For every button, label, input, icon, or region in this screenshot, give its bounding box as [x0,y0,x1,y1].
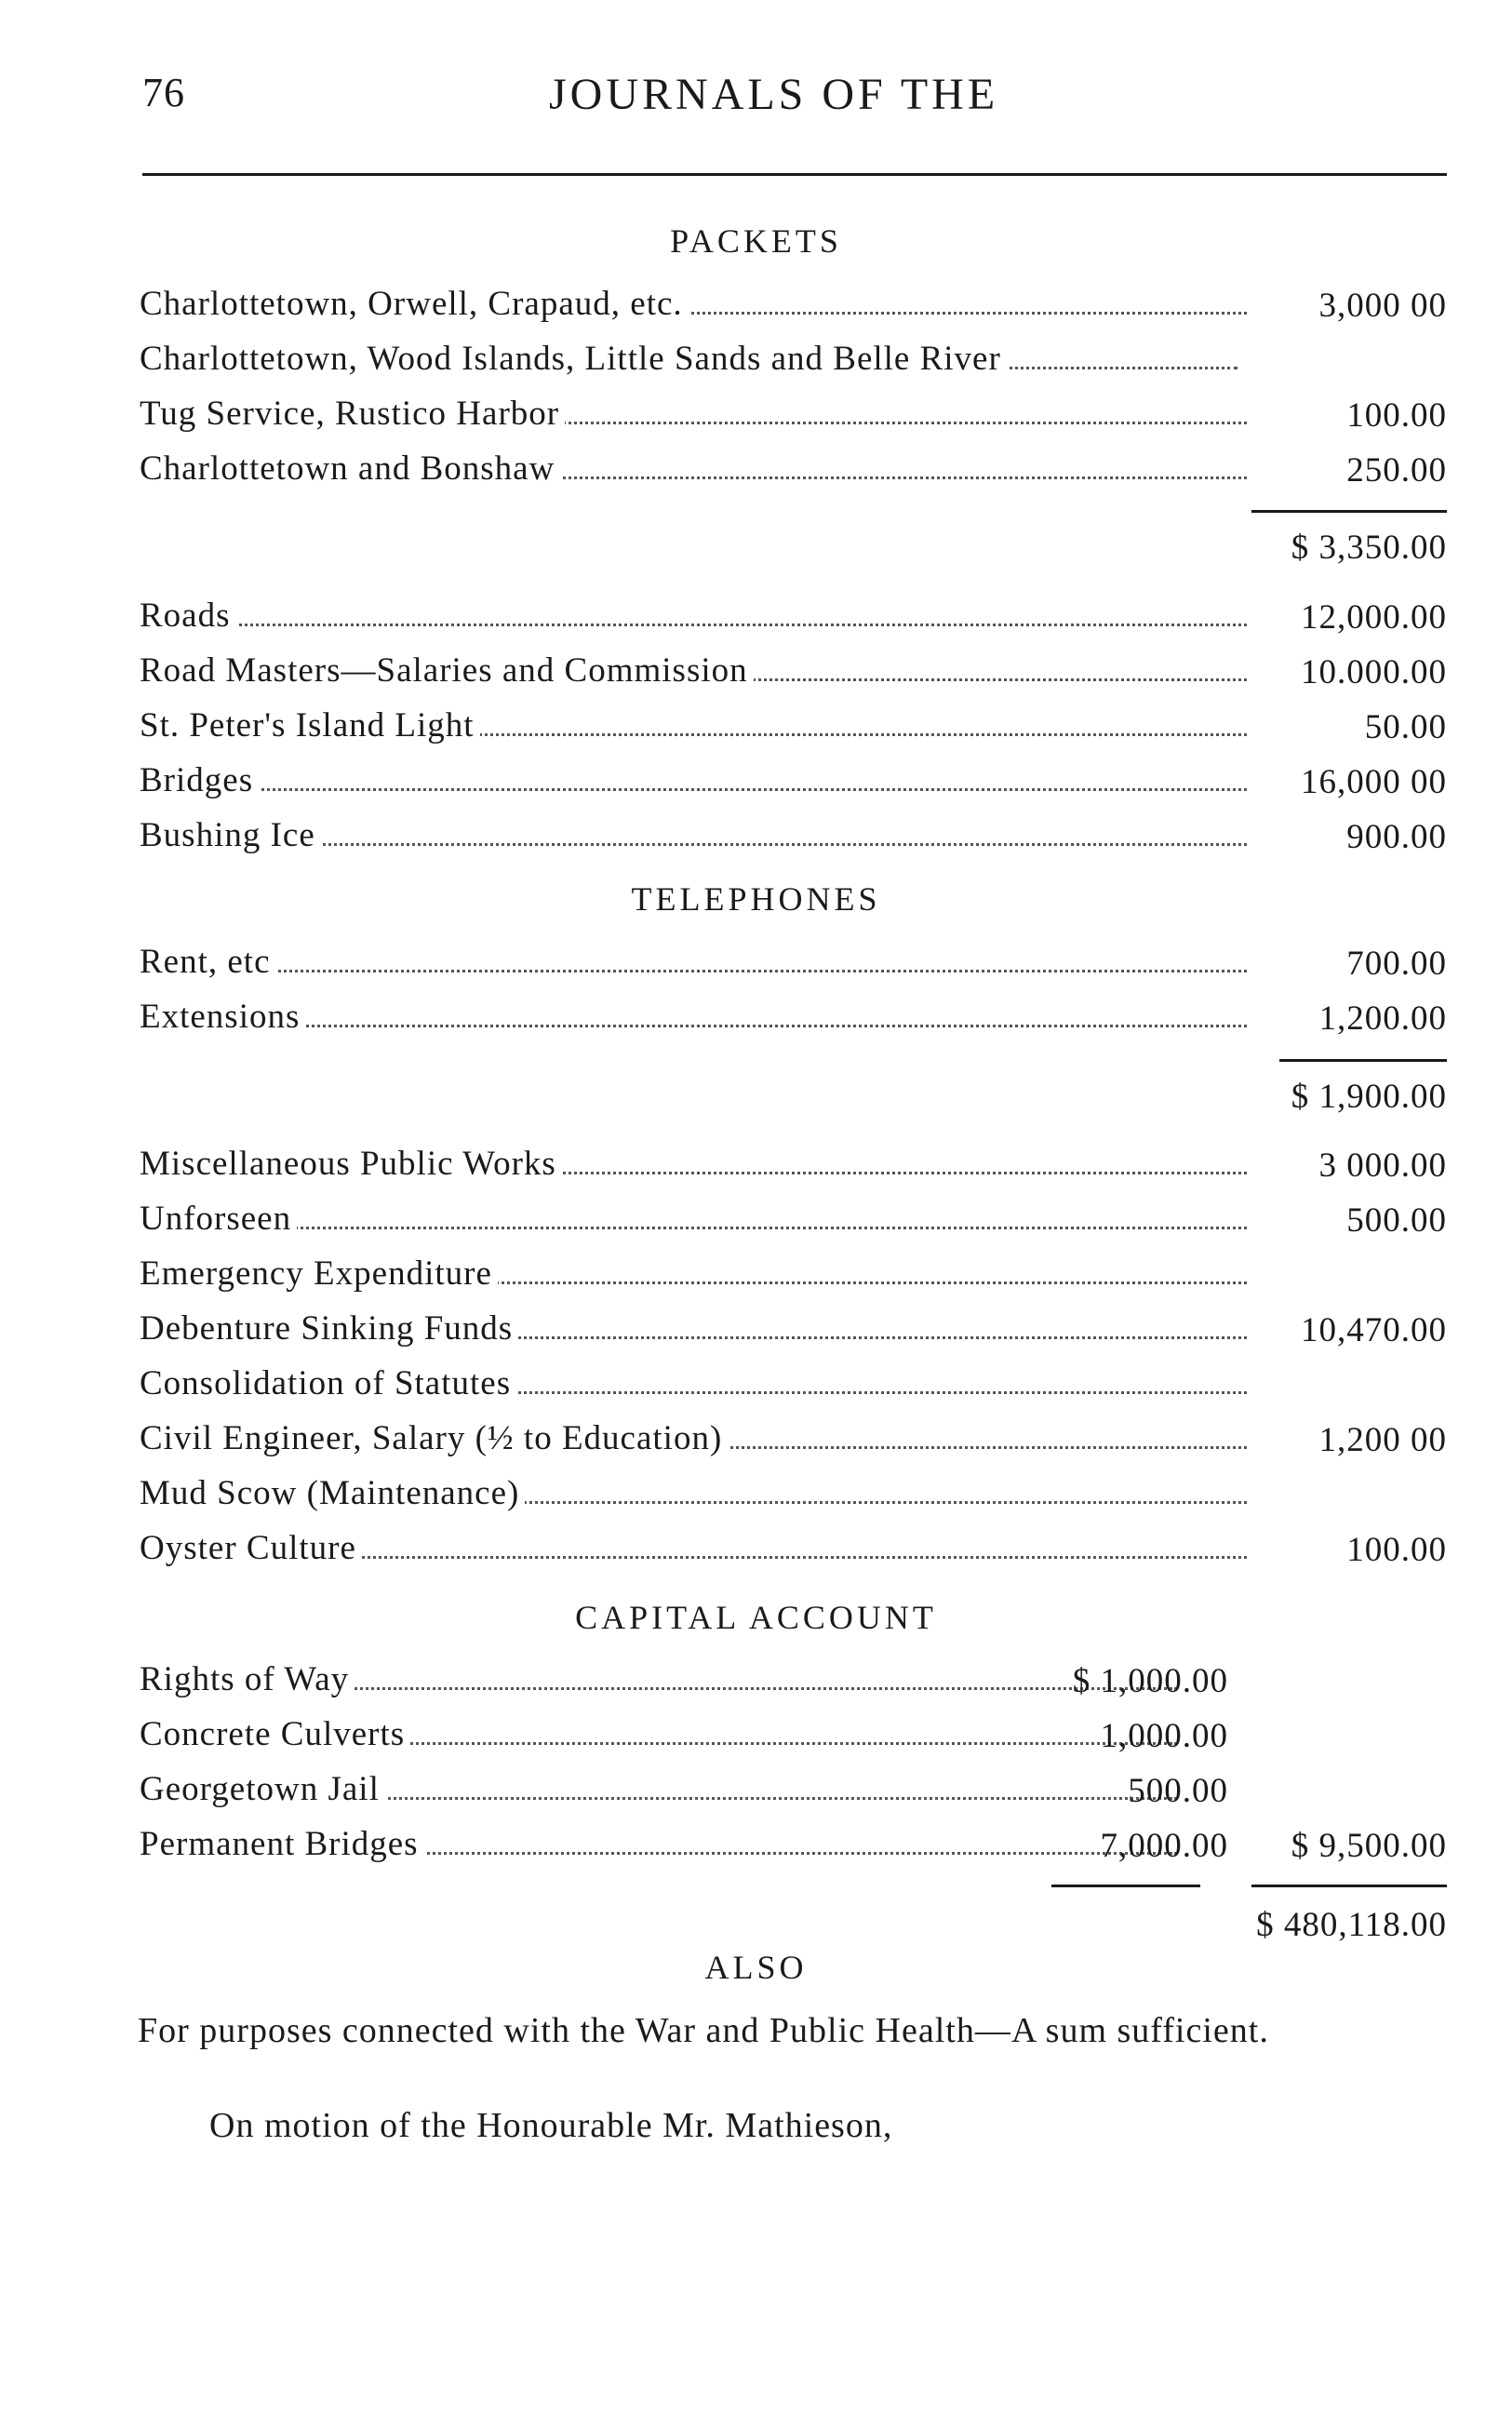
sum-rule [1251,1885,1447,1887]
list-item [140,1199,1447,1254]
list-item [140,705,1447,761]
header-rule [142,173,1447,176]
list-item [140,1418,1447,1474]
item-total: $ 9,500.00 [1291,1827,1447,1865]
list-item [140,394,1447,449]
item-amount: 10,470.00 [1301,1311,1447,1349]
item-label: Civil Engineer, Salary (½ to Education) [140,1418,728,1458]
item-amount: 1,200.00 [1318,999,1447,1038]
item-amount: 900.00 [1346,818,1447,856]
item-label: Bridges [140,760,259,800]
item-label: Miscellaneous Public Works [140,1144,562,1184]
item-amount: 50.00 [1364,708,1447,746]
item-label: Permanent Bridges [140,1824,424,1864]
item-label: Tug Service, Rustico Harbor [140,394,565,434]
item-amount: 100.00 [1346,396,1447,435]
list-item [140,1824,1447,1880]
grand-total: $ 480,118.00 [1256,1906,1447,1944]
item-amount: 700.00 [1346,945,1447,983]
item-label: Rights of Way [140,1659,355,1699]
list-item [140,1769,1447,1825]
item-amount: 1,000.00 [1100,1717,1228,1755]
leader-dots [177,624,1247,626]
leader-dots [177,843,1247,846]
item-amount: 16,000 00 [1301,763,1447,801]
item-label: Road Masters—Salaries and Commission [140,651,754,691]
item-label: Mud Scow (Maintenance) [140,1473,525,1513]
list-item [140,1144,1447,1200]
list-item [140,1308,1447,1364]
packets-heading: PACKETS [670,222,842,260]
list-item [140,1659,1447,1715]
item-label: Roads [140,596,236,636]
item-amount: 3 000.00 [1318,1147,1447,1185]
list-item [140,596,1447,651]
leader-dots [177,788,1247,791]
item-amount: 100.00 [1346,1531,1447,1569]
list-item [140,651,1447,706]
sum-rule [1251,510,1447,513]
item-amount: 7,000.00 [1100,1827,1228,1865]
item-label: Rent, etc [140,942,276,982]
list-item [140,1473,1447,1529]
also-text: For purposes connected with the War and Public Health—A sum sufficient. [138,2011,1269,2050]
motion-text: On motion of the Honourable Mr. Mathieson, [209,2106,893,2145]
list-item [140,339,1447,395]
telephones-heading: TELEPHONES [631,880,881,918]
packets-total: $ 3,350.00 [1291,529,1447,567]
list-item [140,760,1447,816]
also-heading: ALSO [704,1949,808,1986]
list-item [140,815,1447,871]
item-amount: 250.00 [1346,451,1447,490]
leader-dots [177,1025,1247,1027]
item-amount: 500.00 [1128,1772,1228,1810]
item-label: Charlottetown and Bonshaw [140,449,560,489]
item-amount: 12,000.00 [1301,598,1447,637]
item-amount: 500.00 [1346,1201,1447,1240]
sum-rule [1279,1059,1447,1062]
list-item [140,1528,1447,1584]
item-amount: 10.000.00 [1301,653,1447,691]
telephones-total: $ 1,900.00 [1291,1078,1447,1116]
item-label: Concrete Culverts [140,1714,410,1754]
list-item [140,449,1447,504]
list-item [140,942,1447,998]
item-amount: $ 1,000.00 [1072,1662,1228,1700]
sum-rule [1051,1885,1200,1887]
capital-heading: CAPITAL ACCOUNT [575,1599,937,1636]
item-label: Emergency Expenditure [140,1254,498,1294]
item-label: Unforseen [140,1199,297,1239]
list-item [140,1254,1447,1309]
item-label: Bushing Ice [140,815,321,855]
list-item [140,284,1447,340]
item-label: Georgetown Jail [140,1769,385,1809]
item-label: Charlottetown, Wood Islands, Little Sands and Belle River [140,339,1007,379]
list-item [140,997,1447,1053]
leader-dots [177,1227,1247,1229]
page-number: 76 [142,70,185,115]
running-title: JOURNALS OF THE [549,70,999,119]
item-label: Extensions [140,997,305,1037]
item-label: Debenture Sinking Funds [140,1308,518,1348]
item-label: Consolidation of Statutes [140,1363,516,1403]
list-item [140,1363,1447,1419]
item-label: St. Peter's Island Light [140,705,480,745]
item-label: Charlottetown, Orwell, Crapaud, etc. [140,284,689,324]
item-label: Oyster Culture [140,1528,362,1568]
item-amount: 1,200 00 [1318,1421,1447,1459]
item-amount: 3,000 00 [1318,287,1447,325]
leader-dots [177,970,1247,973]
list-item [140,1714,1447,1770]
